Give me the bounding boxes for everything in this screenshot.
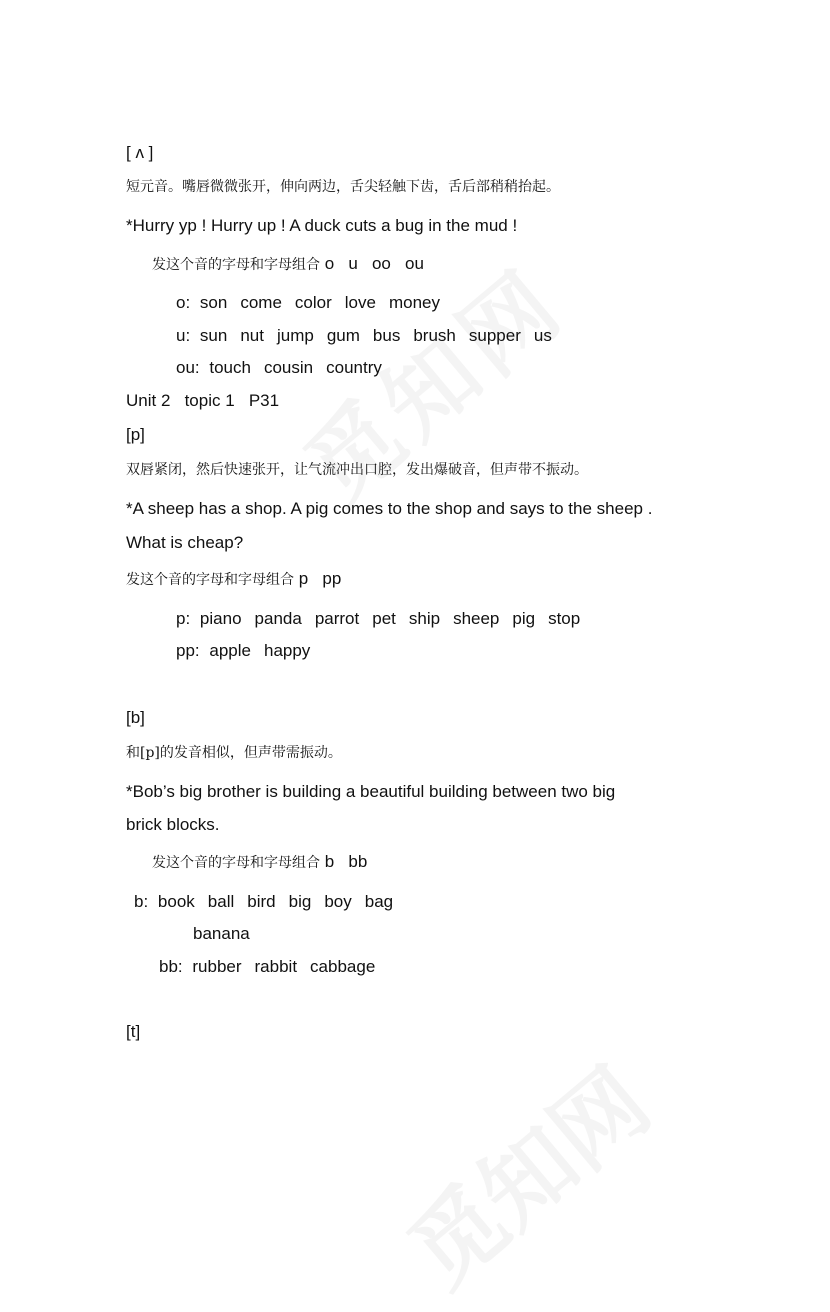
word-item: stop: [548, 609, 581, 628]
word-item: supper: [468, 326, 521, 345]
word-row-bb: [159, 956, 375, 978]
word-list: [204, 641, 310, 660]
word-item: money: [388, 293, 440, 312]
word-list: [195, 293, 440, 312]
sentence-p-1: *A sheep has a shop. A pig comes to the shop and says to the sheep .: [126, 499, 653, 518]
description-ah: 短元音。嘴唇微微张开，伸向两边，舌尖轻触下齿，舌后部稍稍抬起。: [126, 179, 560, 195]
word-item: love: [344, 293, 376, 312]
letters-row-b: [152, 851, 367, 874]
word-item: pet: [372, 609, 396, 628]
word-item: gum: [326, 326, 360, 345]
word-row-label: pp:: [176, 641, 200, 660]
letters-label: 发这个音的字母和字母组合: [152, 257, 320, 273]
word-item: book: [157, 892, 195, 911]
word-item: cabbage: [310, 957, 376, 976]
description-b: 和[p]的发音相似，但声带需振动。: [126, 745, 342, 761]
sentence-b-2: brick blocks.: [126, 815, 220, 834]
word-item: brush: [413, 326, 456, 345]
word-extra-banana: banana: [193, 924, 250, 943]
letters-row-ah: [152, 253, 424, 276]
word-item: sun: [199, 326, 228, 345]
word-item: bag: [364, 892, 394, 911]
word-item: parrot: [314, 609, 360, 628]
word-item: touch: [209, 358, 251, 377]
word-item: big: [288, 892, 312, 911]
unit-heading: Unit 2 topic 1 P31: [126, 391, 280, 410]
word-list: [195, 326, 552, 345]
letters-label: 发这个音的字母和字母组合: [126, 572, 294, 588]
letters-row-p: [126, 568, 341, 591]
word-list: [153, 892, 393, 911]
word-row-ou: [176, 357, 382, 379]
word-item: sheep: [453, 609, 500, 628]
word-item: country: [326, 358, 382, 377]
word-item: happy: [263, 641, 311, 660]
word-list: [195, 609, 580, 628]
word-item: rabbit: [254, 957, 298, 976]
word-row-label: ou:: [176, 358, 200, 377]
word-row-label: o:: [176, 293, 191, 312]
word-row-label: u:: [176, 326, 191, 345]
word-item: us: [533, 326, 552, 345]
word-item: jump: [276, 326, 314, 345]
word-row-b: [134, 891, 393, 913]
word-row-label: p:: [176, 609, 191, 628]
word-item: piano: [199, 609, 242, 628]
word-item: apple: [209, 641, 251, 660]
word-item: rubber: [192, 957, 242, 976]
word-item: bird: [247, 892, 276, 911]
letters-value: b bb: [324, 852, 368, 871]
word-row-pp: [176, 640, 310, 662]
word-item: pig: [512, 609, 536, 628]
phonetic-symbol-ah: [ ʌ ]: [126, 143, 154, 162]
letters-value: p pp: [298, 569, 342, 588]
word-item: ball: [207, 892, 235, 911]
word-list: [187, 957, 375, 976]
word-item: cousin: [263, 358, 314, 377]
phonetic-symbol-t: [t]: [126, 1022, 141, 1041]
word-item: ship: [408, 609, 441, 628]
word-item: boy: [324, 892, 352, 911]
sentence-p-2: What is cheap?: [126, 533, 244, 552]
sentence-ah: *Hurry yp ! Hurry up ! A duck cuts a bug in the mud !: [126, 216, 518, 235]
description-p: 双唇紧闭，然后快速张开，让气流冲出口腔，发出爆破音，但声带不振动。: [126, 462, 588, 478]
word-row-u: [176, 325, 552, 347]
watermark-bottom: [377, 1018, 684, 1303]
word-item: color: [294, 293, 332, 312]
sentence-b-1: *Bob’s big brother is building a beautiful building between two big: [126, 782, 616, 801]
word-item: come: [240, 293, 282, 312]
word-list: [204, 358, 381, 377]
phonetic-symbol-p: [p]: [126, 425, 145, 444]
word-row-label: b:: [134, 892, 149, 911]
word-row-label: bb:: [159, 957, 183, 976]
word-row-o: [176, 292, 440, 314]
word-item: nut: [240, 326, 264, 345]
word-item: bus: [372, 326, 401, 345]
letters-value: o u oo ou: [324, 254, 424, 273]
phonetic-symbol-b: [b]: [126, 708, 145, 727]
word-row-p: [176, 608, 580, 630]
word-item: panda: [254, 609, 302, 628]
word-item: son: [199, 293, 228, 312]
letters-label: 发这个音的字母和字母组合: [152, 855, 320, 871]
